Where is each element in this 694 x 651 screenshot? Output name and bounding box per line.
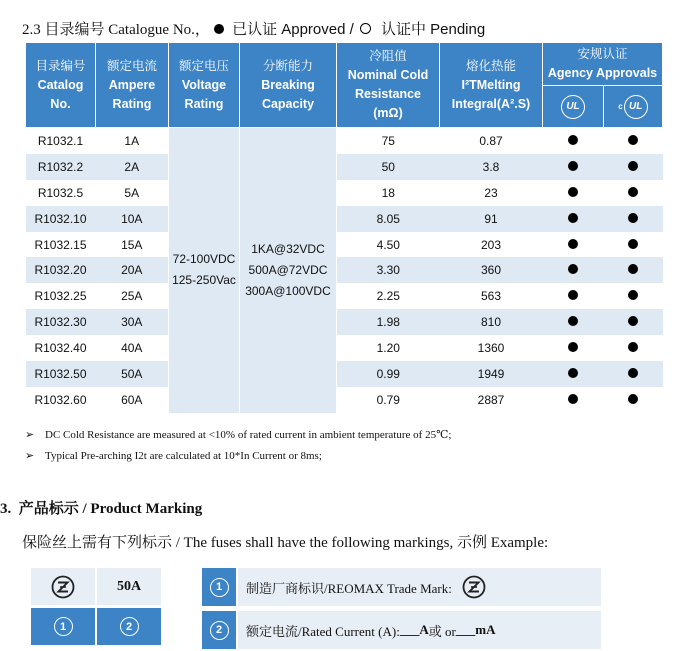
table-row (26, 283, 663, 309)
approved-dot-icon (568, 394, 578, 404)
cell-ampere: 2A (96, 154, 169, 180)
cul-c-mark: c (618, 102, 623, 111)
cell-cul-approved (604, 154, 663, 180)
cell-ul-approved (543, 361, 604, 387)
cell-cul-approved (604, 309, 663, 335)
approved-dot-icon (568, 316, 578, 326)
cell-catalog: R1032.20 (26, 257, 96, 283)
reomax-logo-icon (51, 575, 75, 599)
marking-row-trademark (202, 568, 601, 606)
cell-catalog: R1032.50 (26, 361, 96, 387)
cell-resistance: 2.25 (376, 289, 400, 304)
table-row (26, 387, 663, 413)
cell-i2t: 1949 (440, 361, 543, 387)
cell-ul-approved (543, 206, 604, 232)
title-prefix: 2.3 目录编号 Catalogue No.， (22, 22, 210, 38)
cell-resistance: 4.50 (376, 237, 400, 252)
cell-i2t: 810 (440, 309, 543, 335)
approved-dot-icon (568, 135, 578, 145)
cell-resistance: 3.30 (337, 257, 440, 283)
approved-dot-icon (628, 135, 638, 145)
marking-row-text: 额定电流/Rated Current (A): ___A 或 or ___mA (238, 611, 601, 649)
cell-cul-approved (604, 206, 663, 232)
cell-i2t: 563 (480, 289, 502, 304)
cell-i2t: 0.87 (479, 133, 503, 148)
pending-circle-icon (360, 23, 371, 34)
note-cold-resistance: ➢ DC Cold Resistance are measured at <10% of rated current in ambient temperature of 25℃; (25, 429, 452, 441)
cell-resistance: 1.20 (376, 341, 400, 356)
cell-resistance: 0.99 (337, 361, 440, 387)
marking-row-text: 制造厂商标识/REOMAX Trade Mark: (238, 568, 601, 606)
cell-cul-approved (604, 128, 663, 154)
approved-dot-icon (568, 368, 578, 378)
cell-ul-approved (543, 128, 604, 154)
ul-logo-icon: UL (561, 95, 585, 119)
approved-dot-icon (568, 213, 578, 223)
marking-row-current (202, 611, 601, 649)
cell-i2t: 2887 (477, 392, 505, 407)
approved-dot-icon (628, 187, 638, 197)
cell-catalog: R1032.30 (26, 309, 96, 335)
section-title (22, 18, 485, 39)
cell-ampere: 1A (124, 133, 140, 148)
cell-catalog: R1032.25 (34, 289, 87, 304)
header-ampere: 额定电流 Ampere Rating (96, 43, 169, 128)
cell-ampere: 5A (124, 185, 140, 200)
cell-cul-approved (604, 387, 663, 413)
approved-dot-icon (568, 187, 578, 197)
cell-i2t: 3.8 (440, 154, 543, 180)
catalogue-table (25, 42, 663, 413)
header-approvals: 安规认证 Agency Approvals (543, 43, 663, 86)
cell-ampere: 20A (96, 257, 169, 283)
title-approved: 已认证 Approved / (227, 21, 354, 38)
cell-cul-approved (604, 180, 663, 206)
marking-example (31, 568, 163, 646)
table-row (26, 180, 663, 206)
cell-cul-approved (604, 335, 663, 361)
cell-ul-approved (543, 154, 604, 180)
marking-definition-table (202, 568, 601, 649)
cell-catalog: R1032.15 (34, 237, 87, 252)
cell-ampere: 30A (96, 309, 169, 335)
cell-ampere: 15A (121, 237, 143, 252)
cell-ul-approved (543, 232, 604, 258)
cell-catalog: R1032.1 (37, 133, 84, 148)
cell-ul-approved (543, 309, 604, 335)
approved-dot-icon (628, 161, 638, 171)
cell-resistance: 75 (381, 133, 395, 148)
header-catalog: 目录编号 Catalog No. (26, 43, 96, 128)
header-cul (604, 86, 663, 128)
cell-i2t: 360 (440, 257, 543, 283)
approved-dot-icon (628, 239, 638, 249)
marking-row-num: 2 (202, 611, 236, 649)
cell-catalog: R1032.40 (34, 341, 87, 356)
cell-cul-approved (604, 232, 663, 258)
cell-ul-approved (543, 387, 604, 413)
cell-resistance: 8.05 (337, 206, 440, 232)
cell-voltage-rating: 72-100VDC 125-250Vac (169, 128, 240, 413)
table-row (26, 257, 663, 283)
approved-dot-icon (628, 264, 638, 274)
cell-catalog: R1032.60 (34, 392, 87, 407)
cell-catalog: R1032.5 (37, 185, 84, 200)
approved-dot-icon (214, 24, 224, 34)
cell-cul-approved (604, 257, 663, 283)
cell-ampere: 40A (121, 341, 143, 356)
arrow-bullet-icon: ➢ (25, 429, 35, 441)
marking-row-num: 1 (202, 568, 236, 606)
approved-dot-icon (568, 290, 578, 300)
cell-ul-approved (543, 180, 604, 206)
cell-i2t: 1360 (477, 341, 505, 356)
note-pre-arching: ➢ Typical Pre-arching I2t are calculated at 10*In Current or 8ms; (25, 450, 322, 462)
title-pending: 认证中 Pending (376, 21, 486, 38)
cell-resistance: 1.98 (337, 309, 440, 335)
cell-cul-approved (604, 283, 663, 309)
cell-i2t: 91 (440, 206, 543, 232)
table-row (26, 361, 663, 387)
approved-dot-icon (568, 239, 578, 249)
cell-ul-approved (543, 283, 604, 309)
cell-resistance: 50 (337, 154, 440, 180)
cell-ampere: 50A (96, 361, 169, 387)
example-num-2: 2 (97, 608, 161, 645)
approved-dot-icon (628, 316, 638, 326)
cell-breaking-capacity: 1KA@32VDC 500A@72VDC 300A@100VDC (240, 128, 337, 413)
header-i2t: 熔化热能 I²TMelting Integral(A².S) (440, 43, 543, 128)
table-row (26, 128, 663, 154)
table-row (26, 335, 663, 361)
product-marking-subtitle: 保险丝上需有下列标示 / The fuses shall have the following markings, 示例 Example: (22, 535, 549, 551)
example-trademark-cell (31, 568, 95, 605)
cul-logo-icon: UL (624, 95, 648, 119)
cell-ampere: 10A (96, 206, 169, 232)
header-resistance: 冷阻值 Nominal Cold Resistance (mΩ) (337, 43, 440, 128)
cell-resistance: 0.79 (376, 392, 400, 407)
table-row (26, 154, 663, 180)
approved-dot-icon (628, 290, 638, 300)
cell-ampere: 25A (121, 289, 143, 304)
reomax-logo-icon (462, 575, 486, 599)
table-row (26, 206, 663, 232)
cell-i2t: 23 (484, 185, 498, 200)
approved-dot-icon (568, 161, 578, 171)
example-num-1: 1 (31, 608, 95, 645)
header-breaking: 分断能力 Breaking Capacity (240, 43, 337, 128)
approved-dot-icon (568, 264, 578, 274)
header-ul (543, 86, 604, 128)
product-marking-heading: 3. 产品标示 / Product Marking (0, 501, 203, 517)
cell-ul-approved (543, 257, 604, 283)
example-current-cell: 50A (97, 568, 161, 605)
table-row (26, 309, 663, 335)
cell-ampere: 60A (121, 392, 143, 407)
table-row (26, 232, 663, 258)
approved-dot-icon (628, 368, 638, 378)
approved-dot-icon (568, 342, 578, 352)
header-voltage: 额定电压 Voltage Rating (169, 43, 240, 128)
cell-ul-approved (543, 335, 604, 361)
cell-i2t: 203 (480, 237, 502, 252)
approved-dot-icon (628, 342, 638, 352)
approved-dot-icon (628, 394, 638, 404)
cell-catalog: R1032.2 (26, 154, 96, 180)
approved-dot-icon (628, 213, 638, 223)
cell-catalog: R1032.10 (26, 206, 96, 232)
cell-resistance: 18 (381, 185, 395, 200)
cell-cul-approved (604, 361, 663, 387)
arrow-bullet-icon: ➢ (25, 450, 35, 462)
